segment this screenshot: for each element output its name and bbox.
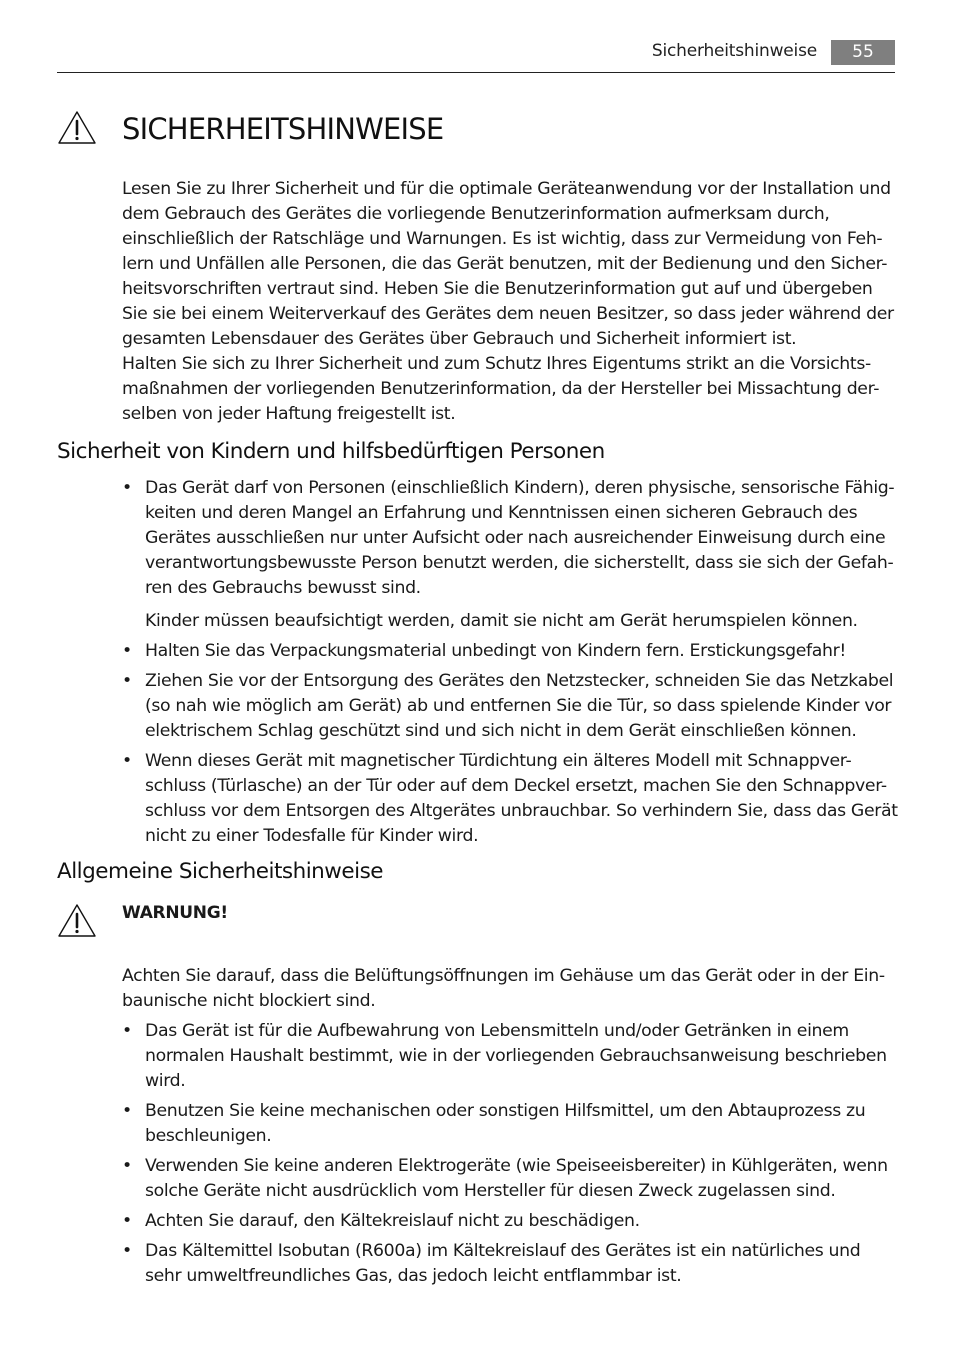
warning-paragraph: Achten Sie darauf, dass die Belüftungsöffnungen im Gehäuse um das Gerät oder in der Ein-baunische nicht blockiert sind. [122, 966, 885, 1011]
warning-triangle-icon [57, 110, 97, 146]
running-head: Sicherheitshinweise [651, 41, 817, 61]
list-item-text: Wenn dieses Gerät mit magnetischer Türdichtung ein älteres Modell mit Schnappver-schluss (Türlasche) an der Tür oder auf dem Deckel ersetzt, machen Sie den Schnappver-schluss vor dem Entsorgen des Altgerätes unbrauchbar. So verhindern Sie, dass das Gerät nicht zu einer Todesfalle für Kinder wird. [145, 751, 898, 846]
list-item [122, 476, 900, 601]
page-number: 55 [831, 40, 895, 65]
page-header [57, 40, 895, 73]
bullet-icon: • [122, 478, 132, 498]
warning-label: WARNUNG! [122, 903, 228, 923]
list-item-text: Das Kältemittel Isobutan (R600a) im Kältekreislauf des Gerätes ist ein natürliches und sehr umweltfreundliches Gas, das jedoch leicht entflammbar ist. [145, 1241, 861, 1286]
list-item [122, 749, 900, 849]
list-item [122, 1239, 900, 1289]
warning-triangle-icon [57, 903, 97, 939]
list-item-text: Ziehen Sie vor der Entsorgung des Gerätes den Netzstecker, schneiden Sie das Netzkabel (so nah wie möglich am Gerät) ab und entfernen Sie die Tür, so dass spielende Kinder vor elektrischem Schlag geschützt sind und sich nicht in dem Gerät einschließen können. [145, 671, 894, 741]
list-item-text: Verwenden Sie keine anderen Elektrogeräte (wie Speiseeisbereiter) in Kühlgeräten, wenn solche Geräte nicht ausdrücklich vom Hersteller für diesen Zweck zugelassen sind. [145, 1156, 888, 1201]
general-safety-list [122, 1019, 900, 1289]
list-item [122, 669, 900, 744]
bullet-icon: • [122, 1211, 132, 1231]
list-item-note [122, 609, 900, 634]
bullet-icon: • [122, 1241, 132, 1261]
list-item [122, 1019, 900, 1094]
bullet-icon: • [122, 641, 132, 661]
bullet-icon: • [122, 1021, 132, 1041]
list-item [122, 639, 900, 664]
list-item-text: Achten Sie darauf, den Kältekreislauf nicht zu beschädigen. [145, 1211, 640, 1231]
section-heading-general-safety: Allgemeine Sicherheitshinweise [57, 859, 384, 884]
bullet-icon: • [122, 751, 132, 771]
section-heading-children-safety: Sicherheit von Kindern und hilfsbedürftigen Personen [57, 439, 605, 464]
list-item-text: Das Gerät ist für die Aufbewahrung von Lebensmitteln und/oder Getränken in einem normalen Haushalt bestimmt, wie in der vorliegenden Gebrauchsanweisung beschrieben wird. [145, 1021, 887, 1091]
list-item [122, 1099, 900, 1149]
children-safety-list [122, 476, 900, 849]
list-item-text: Das Gerät darf von Personen (einschließlich Kindern), deren physische, sensorische Fähig-keiten und deren Mangel an Erfahrung und Kenntnissen einen sicheren Gebrauch des Gerätes ausschließen nur unter Aufsicht oder nach ausreichender Einweisung durch eine verantwortungsbewusste Person benutzt werden, die sicherstellt, dass sie sich der Gefah-ren des Gebrauchs bewusst sind. [145, 478, 895, 598]
page-title: SICHERHEITSHINWEISE [122, 112, 444, 146]
list-item [122, 1209, 900, 1234]
bullet-icon: • [122, 1101, 132, 1121]
list-item [122, 1154, 900, 1204]
list-item-text: Benutzen Sie keine mechanischen oder sonstigen Hilfsmittel, um den Abtauprozess zu beschleunigen. [145, 1101, 866, 1146]
intro-paragraph: Lesen Sie zu Ihrer Sicherheit und für die optimale Geräteanwendung vor der Installation und dem Gebrauch des Gerätes die vorliegende Benutzerinformation aufmerksam durch, einschließlich der Ratschläge und Warnungen. Es ist wichtig, dass zur Vermeidung von Feh-lern und Unfällen alle Personen, die das Gerät benutzen, mit der Bedienung und den Sicher-heitsvorschriften vertraut sind. Heben Sie die Benutzerinformation gut auf und übergeben Sie sie bei einem Weiterverkauf des Gerätes dem neuen Besitzer, so dass jeder während der gesamten Lebensdauer des Gerätes über Gebrauch und Sicherheit informiert ist. [122, 179, 894, 349]
list-item-text: Halten Sie das Verpackungsmaterial unbedingt von Kindern fern. Erstickungsgefahr! [145, 641, 846, 661]
bullet-icon: • [122, 1156, 132, 1176]
intro-paragraph: Halten Sie sich zu Ihrer Sicherheit und zum Schutz Ihres Eigentums strikt an die Vorsichts-maßnahmen der vorliegenden Benutzerinformation, da der Hersteller bei Missachtung der-selben von jeder Haftung freigestellt ist. [122, 354, 880, 424]
bullet-icon: • [122, 671, 132, 691]
list-item-text: Kinder müssen beaufsichtigt werden, damit sie nicht am Gerät herumspielen können. [145, 611, 858, 631]
